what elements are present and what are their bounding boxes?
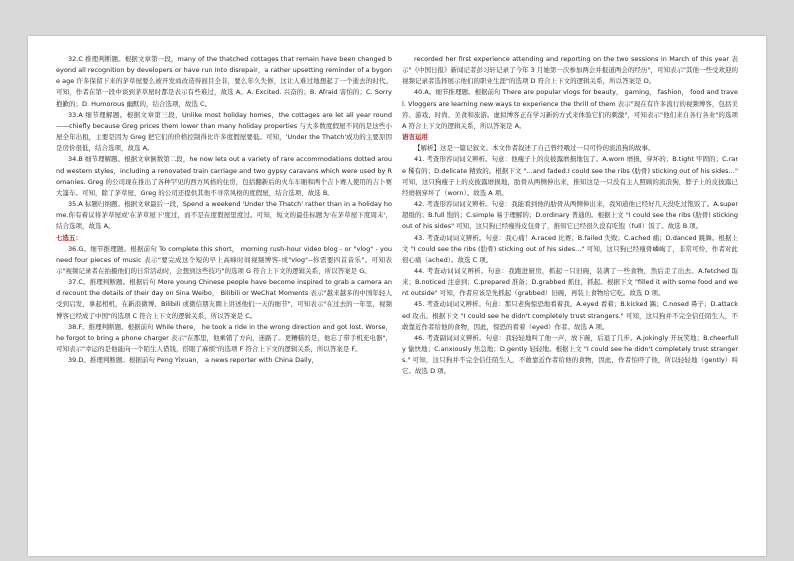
answer-43: 43. 考查动词词义辨析。句意：我心痛！A.raced 比赛；B.failed 失败；C.ached 痛；D.danced 跳舞。根据上文 "I could see the ribs (肋骨) sticking out of his sides…" 可知，这只狗已经瘦骨嶙峋了，非常可怜，作者对此很心痛（ached）。故选 C 项。: [402, 233, 738, 264]
answer-37: 37.C。推理判断题。根据后句 More young Chinese people have become inspired to grab a camera and recount the details of their day on Sina Weibo， Bilibili or WeChat Moments 表示"越来越多的中国年轻人受到启发，拿起相机，在新浪微博、Bilibili 或微信朋友圈上讲述他们一天的细节"，可知表示"在过去的一年里，视频博客已经成了中国"的选项 C 符合上下文的逻辑关系，所以答案是 C。: [56, 278, 392, 320]
answer-35: 35.A 标题归纳题。根据文章最后一段，Spend a weekend 'Under the Thatch' rather than in a holiday home.你有着议将茅草屋或'在茅草屋下'度过，而不是在度假屋里度过。可知，短文的最佳标题为'在茅草屋下度周末'，结合选项，故选 A。: [56, 200, 392, 231]
section-heading-language-use: 语言运用: [402, 133, 428, 142]
answer-41: 41. 考查形容词词义辨析。句意：他瘦子上的皮披露磨损地包了。A.worn 磨损，穿坏的；B.tight 牢固的；C.rare 稀有的；D.delicate 精致的。根据下文 "…and faded.I could see the ribs (肋骨) sticking out of his sides…" 可知，这只狗瘦子上的皮披露磨损地，肋骨从两侧伸出来，推知这是一只没有主人照顾的流浪狗，脖子上的皮披露已经磨损穿坏了（worn）。故选 A 项。: [402, 155, 738, 197]
answer-39: 39.D。推理判断题。根据前句 Peng Yixuan， a news reporter with China Daily，: [68, 356, 319, 365]
document-page: [28, 36, 766, 556]
answer-40: 40.A。细节推理题。根据前句 There are popular vlogs for beauty， gaming， fashion， food and travel. Vloggers are learning new ways to experience the thrill of them 表示"现在有许多流行的视频博客，包括美容、游戏、时尚、美食和旅游。虚拟博客正在学习新的方式来体验它们的刺激"，可知表示"他们来自各行各业"的选项 A 符合上下文的逻辑关系，所以答案是 A。: [402, 88, 738, 130]
answer-44: 44. 考查动词词义辨析。句意：我跑进厨房，抓起一只旧碗，装满了一些食物，然后走了出去。A.fetched 取来；B.noticed 注意到；C.prepared 准备；D.grabbed 抓住，抓起。根据下文 "filled it with some food and went outside" 可知，作者应该是先抓起（grabbed）旧碗，再装上食物给它吃。故选 D 项。: [402, 266, 738, 298]
answer-39-continued: recorded her first experience attending and reporting on the two sessions in March of this year 表示"《中国日报》新闻记者彭习轩记录了今年 3 月她第一次参加两会并报道两会的经历"，可知表示"其他一些受欢迎的视频记录者选择展示他们的职业生涯"的选项 D 符合上下文的逻辑关系，所以答案是 D。: [402, 55, 738, 86]
analysis-note: 【解析】这是一篇记叙文。本文作者叙述了自己曾经喂过一只可怜的流浪狗的故事。: [414, 144, 655, 153]
left-column: [56, 54, 392, 550]
answer-38: 38.F。推理判断题。根据前句 While there， he took a ride in the wrong direction and got lost. Worse， he forgot to bring a phone charger 表示"在那里，他乘错了方向，迷路了。更糟糕的是，他忘了带手机充电器"，可知表示"幸运的是他能向一个陌生人借钱，搭眼了麻烦"的选项 F 符合上下文的逻辑关系，所以答案是 F。: [56, 322, 392, 354]
answer-36: 36.G。细节推理题。根据前句 To complete this short， morning rush-hour video blog - or "vlog" - you need four pieces of music 表示"要完成这个短的早上高峰时间视频博客-或"vlog"--你需要四首音乐"。可知表示"视频记录者在拍摄他们的日常活动时，会想到这些技巧"的选项 G 符合上下文的逻辑关系，所以答案是 G。: [56, 244, 392, 275]
answer-46: 46. 考查副词词义辨析。句意：我轻轻地叫了他一声，放下碗，后退了几步。A.jokingly 开玩笑地；B.cheerfully 愉快地；C.anxiously 焦急地；D.gently 轻轻地。根据上文 "I could see he didn't completely trust strangers." 可知，这只狗并不完全信任陌生人，不敢靠近作者给他的食物，因此，作者怕吓了他，所以轻轻地（gently）叫它。故选 D 项。: [402, 333, 738, 376]
answer-33: 33.A 细节理解题。根据文章第三段，Unlike most holiday homes，the cottages are let all year round——chiefly because Greg prices them lower than many holiday properties 与大多数度假屋不同的是这些小屋全年出租，主要是因为 Greg 把它们的价格控制得比许多度假屋要低。可知，'Under the Thatch'成功的主要原因是房价很低，结合选项，故选 A。: [56, 110, 392, 153]
answer-34: 34.B 细节理解题。根据文章倒数第二段，he now lets out a variety of rare accommodations dotted around western styles，including a renovated train carriage and two gypsy caravans which were used by Romanies. Greg 的公司现在推出了各种罕见的西方风格的住房，包括翻新后的火车车厢和两个吉卜赛人使用的吉卜赛大篷车。可知，除了茅草屋，Greg 的公司还提供其他不寻常风格的度假屋，结合选项，故选 B。: [56, 155, 392, 197]
answer-42: 42. 考查形容词词义辨析。句意：我能看到他的肋骨从两侧伸出来，我知道他已经好几天没吃过饱饭了。A.super 超级的；B.full 饱的；C.simple 易于理解的；D.ordinary 普通的。根据上文 "I could see the ribs (肋骨) sticking out of his sides" 可知，这只狗已经瘦得皮包骨了，推知它已经很久没有吃饱（full）饭了。故选 B 项。: [402, 200, 738, 231]
right-column: [402, 54, 738, 550]
section-heading-seven-choose-five: 七选五：: [56, 233, 82, 242]
answer-45: 45. 考查动词词义辨析。句意：那只老狗惊恐地看着我。A.eyed 看着；B.kicked 踢；C.nosed 鼻子；D.attacked 攻击。根据下文 "I could see he didn't completely trust strangers." 可知，这只狗并不完全信任陌生人，不敢靠近作者给他的食物，因此，惊恐的看着（eyed）作者。故选 A 项。: [402, 300, 738, 331]
answer-32: 32.C 推理判断题。根据文章第一段，many of the thatched cottages that remain have been changed beyond all recognition by developers or have run into disrepair，a rather upsetting reminder of a bygone age 许多保留下来的茅草屋要么被开发商改造得面目全非，要么年久失修，这让人难过地想起了一个逝去的时代。可知，作者在第一段中谈到茅草屋时都是表示有些难过，故选 A。A. Excited. 兴奋的；B. Afraid 害怕的；C. Sorry 抱歉的；D. Humorous 幽默的，结合选项，故选 C。: [56, 55, 392, 108]
